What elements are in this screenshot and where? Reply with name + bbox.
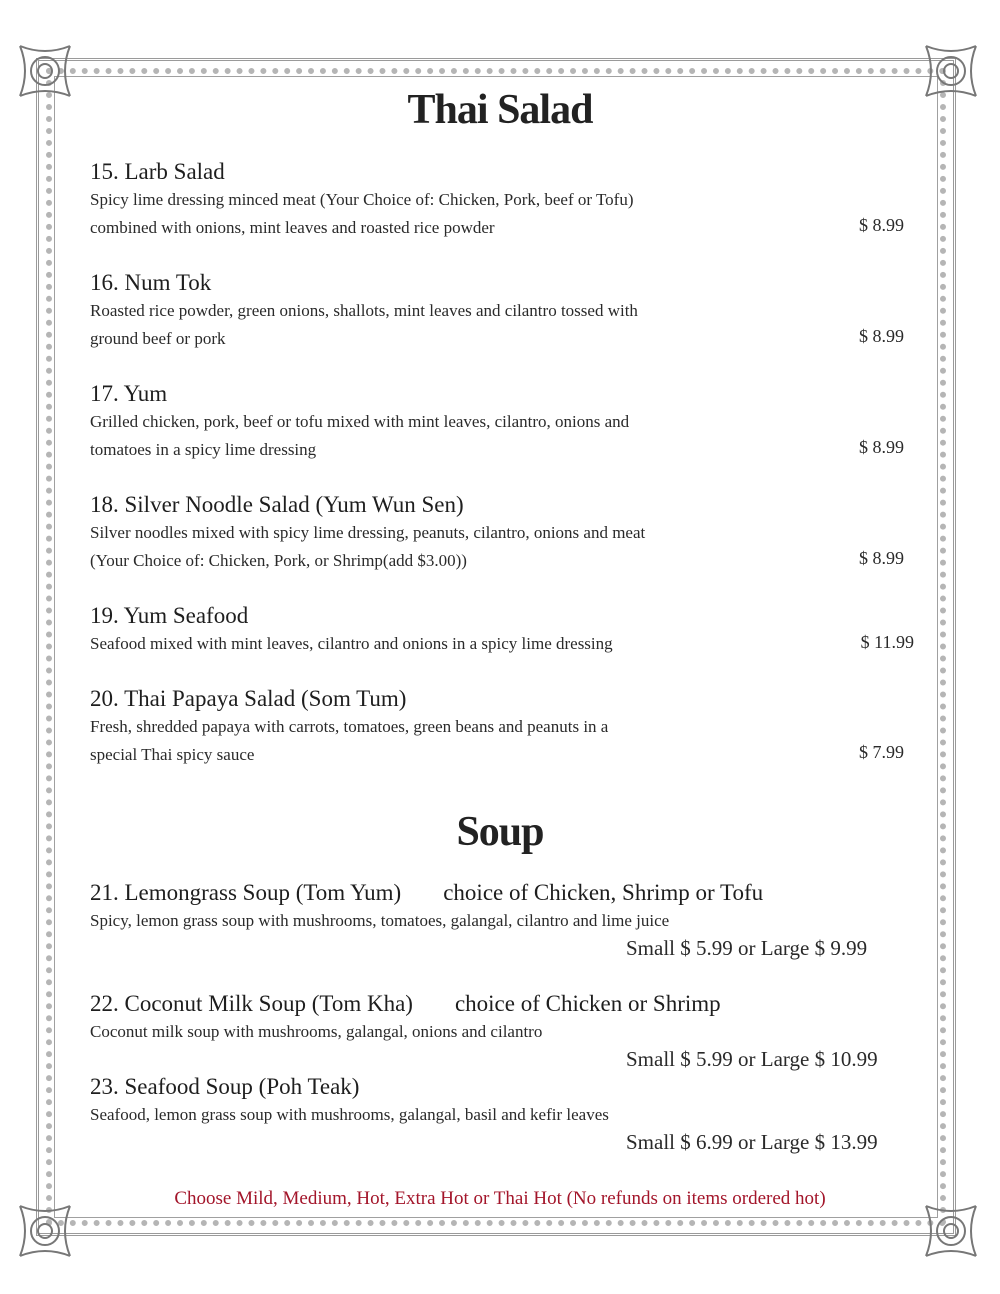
item-price: $ 8.99 <box>859 326 904 346</box>
menu-item-18 <box>90 491 920 575</box>
item-price: Small $ 6.99 or Large $ 13.99 <box>626 1130 878 1154</box>
item-title: 20. Thai Papaya Salad (Som Tum) <box>90 686 407 711</box>
menu-item-20 <box>90 685 920 769</box>
item-price: Small $ 5.99 or Large $ 9.99 <box>626 936 868 960</box>
item-description: tomatoes in a spicy lime dressing <box>90 440 317 459</box>
item-description: Roasted rice powder, green onions, shallots, mint leaves and cilantro tossed with <box>90 301 638 320</box>
item-description: Seafood, lemon grass soup with mushrooms, galangal, basil and kefir leaves <box>90 1105 609 1124</box>
item-title: 23. Seafood Soup (Poh Teak) <box>90 1074 360 1099</box>
item-price: $ 7.99 <box>859 742 904 762</box>
soup-name: 21. Lemongrass Soup (Tom Yum) <box>90 880 402 905</box>
item-description: Coconut milk soup with mushrooms, galangal, onions and cilantro <box>90 1022 543 1041</box>
item-description: Silver noodles mixed with spicy lime dressing, peanuts, cilantro, onions and meat <box>90 523 646 542</box>
spice-level-note: Choose Mild, Medium, Hot, Extra Hot or Thai Hot (No refunds on items ordered hot) <box>174 1188 826 1209</box>
item-description: Grilled chicken, pork, beef or tofu mixed with mint leaves, cilantro, onions and <box>90 412 630 431</box>
menu-item-17 <box>90 380 920 464</box>
soup-name: 22. Coconut Milk Soup (Tom Kha) <box>90 991 413 1016</box>
item-price: Small $ 5.99 or Large $ 10.99 <box>626 1047 878 1071</box>
item-description: special Thai spicy sauce <box>90 745 255 764</box>
soup-choice: choice of Chicken or Shrimp <box>454 991 721 1016</box>
item-title <box>90 990 920 1018</box>
item-title: 15. Larb Salad <box>90 159 225 184</box>
item-title: 19. Yum Seafood <box>90 603 249 628</box>
menu-item-16 <box>90 269 920 353</box>
item-description: combined with onions, mint leaves and roasted rice powder <box>90 218 495 237</box>
item-title: 18. Silver Noodle Salad (Yum Wun Sen) <box>90 492 464 517</box>
item-price: $ 8.99 <box>859 215 904 235</box>
item-price: $ 11.99 <box>860 632 914 652</box>
menu-item-15 <box>90 158 920 242</box>
item-title: 17. Yum <box>90 381 168 406</box>
menu-item-21 <box>90 879 920 960</box>
item-description: ground beef or pork <box>90 329 226 348</box>
item-price: $ 8.99 <box>859 548 904 568</box>
item-description: (Your Choice of: Chicken, Pork, or Shrimp(add $3.00)) <box>90 551 467 570</box>
item-price: $ 8.99 <box>859 437 904 457</box>
menu-item-22 <box>90 990 920 1071</box>
menu-item-19 <box>90 602 920 658</box>
item-description: Fresh, shredded papaya with carrots, tomatoes, green beans and peanuts in a <box>90 717 609 736</box>
section-title-soup: Soup <box>456 809 544 855</box>
item-title: 16. Num Tok <box>90 270 212 295</box>
item-description: Seafood mixed with mint leaves, cilantro and onions in a spicy lime dressing <box>90 634 613 653</box>
item-description: Spicy lime dressing minced meat (Your Choice of: Chicken, Pork, beef or Tofu) <box>90 190 634 209</box>
item-description: Spicy, lemon grass soup with mushrooms, tomatoes, galangal, cilantro and lime juice <box>90 911 670 930</box>
menu-item-23 <box>90 1073 920 1154</box>
soup-choice: choice of Chicken, Shrimp or Tofu <box>443 880 764 905</box>
item-title <box>90 879 920 907</box>
section-title-thai-salad: Thai Salad <box>407 87 593 133</box>
